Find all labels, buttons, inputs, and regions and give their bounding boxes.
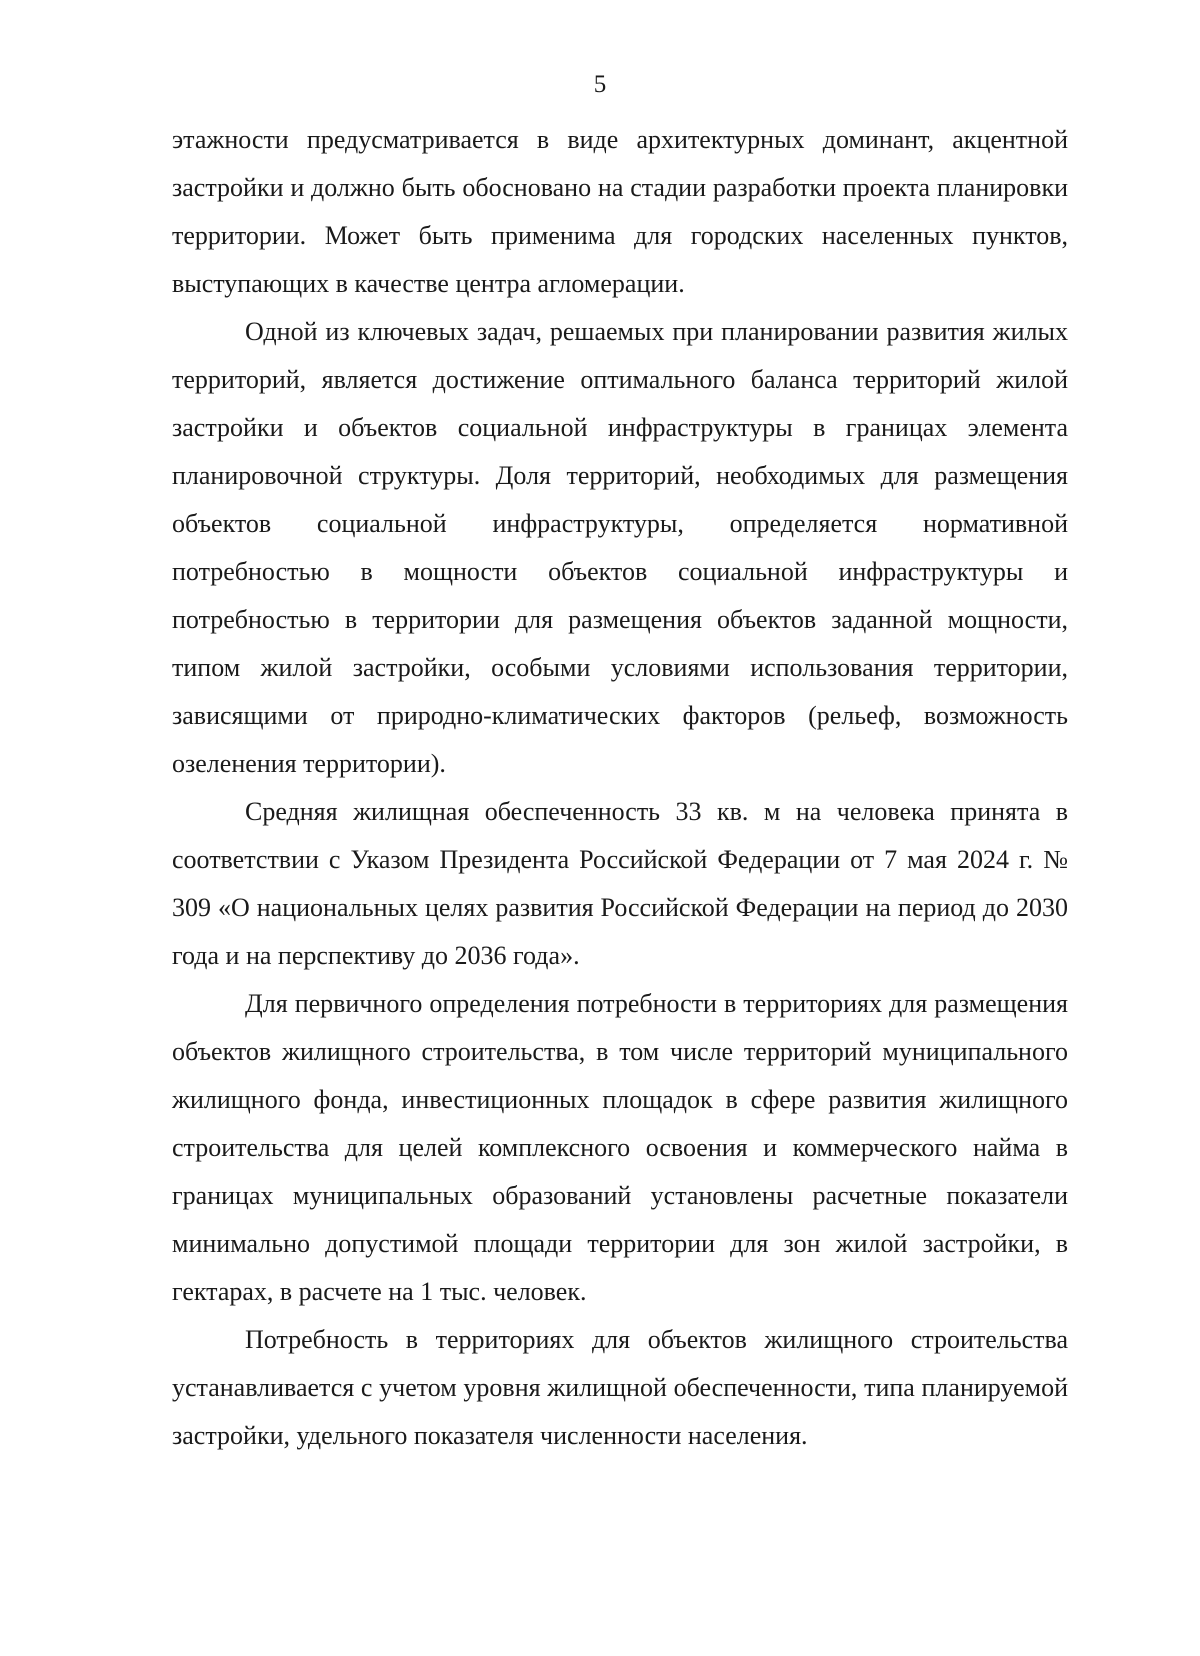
paragraph-housing-demand: Потребность в территориях для объектов жилищного строительства устанавливается с учетом уровня жилищной обеспеченности, типа планируемой застройки, удельного показателя численности населения. — [172, 1325, 1068, 1450]
page-number: 5 — [593, 71, 607, 98]
paragraph-balance-of-territories: Одной из ключевых задач, решаемых при планировании развития жилых территорий, является достижение оптимального баланса территорий жилой застройки и объектов социальной инфраструктуры в границах элемента планировочной структуры. Доля территорий, необходимых для размещения объектов социальной инфраструктуры, определяется нормативной потребностью в мощности объектов социальной инфраструктуры и потребностью в территории для размещения объектов заданной мощности, типом жилой застройки, особыми условиями использования территории, зависящими от природно-климатических факторов (рельеф, возможность озеленения территории). — [172, 317, 1068, 778]
paragraph-territory-needs: Для первичного определения потребности в территориях для размещения объектов жилищного строительства, в том числе территорий муниципального жилищного фонда, инвестиционных площадок в сфере развития жилищного строительства для целей комплексного освоения и коммерческого найма в границах муниципальных образований установлены расчетные показатели минимально допустимой площади территории для зон жилой застройки, в гектарах, в расчете на 1 тыс. человек. — [172, 989, 1068, 1306]
body-text — [172, 116, 1068, 1460]
paragraph-housing-provision: Средняя жилищная обеспеченность 33 кв. м на человека принята в соответствии с Указом Президента Российской Федерации от 7 мая 2024 г. № 309 «О национальных целях развития Российской Федерации на период до 2030 года и на перспективу до 2036 года». — [172, 797, 1068, 970]
paragraph-continuation: этажности предусматривается в виде архитектурных доминант, акцентной застройки и должно быть обосновано на стадии разработки проекта планировки территории. Может быть применима для городских населенных пунктов, выступающих в качестве центра агломерации. — [172, 125, 1068, 298]
